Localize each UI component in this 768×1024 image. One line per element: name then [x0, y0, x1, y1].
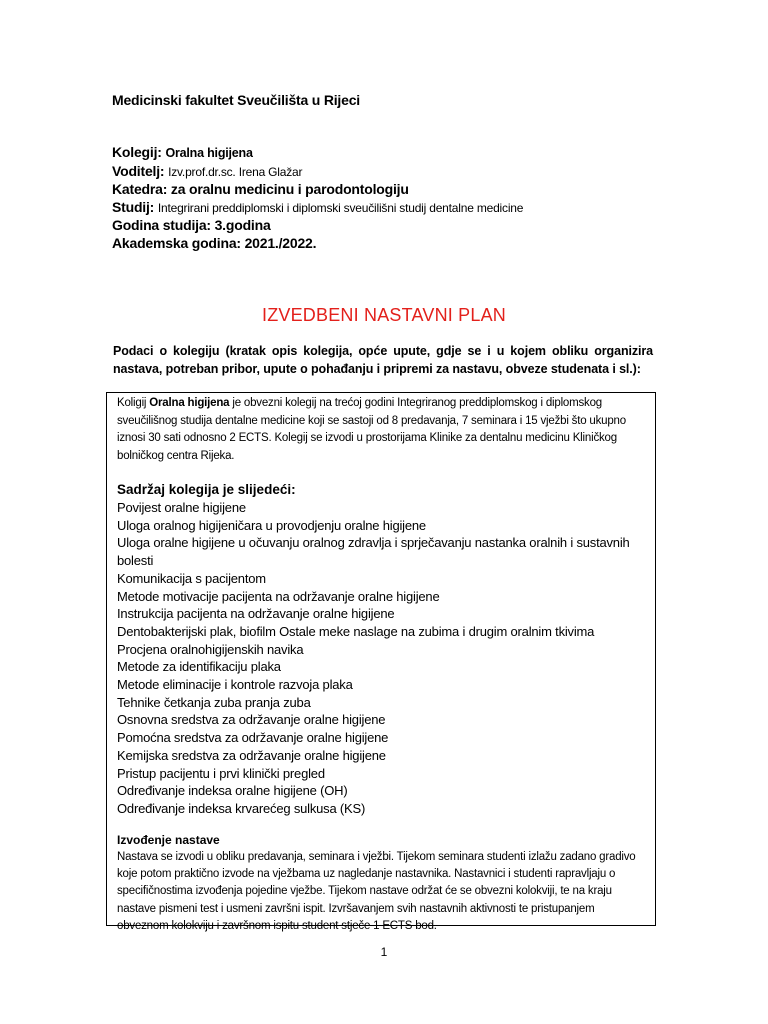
course-metadata: [112, 144, 672, 252]
meta-akademska: [112, 235, 672, 253]
list-item: Komunikacija s pacijentom: [117, 570, 266, 586]
summary-prefix: Koligij: [117, 397, 150, 409]
summary-course-name: Oralna higijena: [149, 397, 230, 409]
list-item: Povijest oralne higijene: [117, 500, 246, 515]
kolegij-value: Oralna higijena: [165, 146, 253, 160]
akademska-label: Akademska godina:: [112, 234, 241, 251]
contents-heading: Sadržaj kolegija je slijedeći:: [117, 482, 296, 497]
studij-value: Integrirani preddiplomski i diplomski sveučilišni studij dentalne medicine: [157, 200, 524, 215]
list-item: Uloga oralnog higijeničara u provodjenju oralne higijene: [117, 517, 426, 533]
studij-label: Studij:: [112, 198, 155, 215]
summary-text: je obvezni kolegij na trećoj godini Integriranog preddiplomskog i diplomskog sveučilišnog studija dentalne medicine koji se sastoji od 8 predavanja, 7 seminara i 15 vježbi što ukupno iznosi 30 sati odnosno 2 ECTS. Kolegij se izvodi u prostorijama Klinike za dentalnu medicinu Kliničkog bolničkog centra Rijeka.: [117, 397, 626, 462]
contents-list: [117, 499, 647, 818]
faculty-name: Medicinski fakultet Sveučilišta u Rijeci: [112, 92, 360, 108]
akademska-value: 2021./2022.: [244, 234, 317, 251]
course-description-box: [106, 392, 656, 932]
course-summary: [117, 395, 647, 465]
page-number: 1: [380, 945, 388, 959]
list-item: Pomoćna sredstva za održavanje oralne higijene: [117, 730, 389, 746]
list-item: Metode za identifikaciju plaka: [117, 659, 281, 675]
list-item: Dentobakterijski plak, biofilm Ostale meke naslage na zubima i drugim oralnim tkivima: [117, 623, 595, 639]
katedra-label: Katedra:: [112, 181, 168, 197]
list-item: Instrukcija pacijenta na održavanje oralne higijene: [117, 606, 395, 622]
voditelj-value: Izv.prof.dr.sc. Irena Glažar: [168, 164, 303, 179]
godina-label: Godina studija:: [112, 217, 211, 233]
list-item: Kemijska sredstva za održavanje oralne higijene: [117, 747, 386, 763]
meta-voditelj: [112, 163, 672, 182]
meta-studij: [112, 199, 672, 218]
list-item: Određivanje indeksa oralne higijene (OH): [117, 783, 348, 799]
list-item: Uloga oralne higijene u očuvanju oralnog zdravlja i sprječavanju nastanka oralnih i sustavnih bolesti: [117, 535, 630, 569]
godina-value: 3.godina: [214, 217, 271, 233]
list-item: Procjena oralnohigijenskih navika: [117, 641, 304, 657]
plan-title: IZVEDBENI NASTAVNI PLAN: [262, 305, 506, 325]
meta-kolegij: [112, 144, 672, 163]
kolegij-label: Kolegij:: [112, 144, 162, 160]
meta-godina: [112, 217, 672, 235]
list-item: Pristup pacijentu i prvi klinički pregled: [117, 765, 325, 781]
course-info-intro: Podaci o kolegiju (kratak opis kolegija, opće upute, gdje se i u kojem obliku organizira nastava, potreban pribor, upute o pohađanju i pripremi za nastavu, obveze studenata i sl.):: [113, 344, 653, 376]
list-item: Osnovna sredstva za održavanje oralne higijene: [117, 712, 386, 728]
list-item: Metode motivacije pacijenta na održavanje oralne higijene: [117, 588, 440, 604]
teaching-text: Nastava se izvodi u obliku predavanja, seminara i vježbi. Tijekom seminara studenti izlažu zadano gradivo koje potom praktično izvode na vježbama uz nagledanje nastavnika. Nastavnici i studenti rapravljaju o specifičnostima izvođenja pojedine vježbe. Tijekom nastave održat će se obvezni kolokviji, te na kraju nastave pismeni test i usmeni završni ispit. Izvršavanjem svih nastavnih aktivnosti te pristupanjem obveznom kolokviju i završnom ispitu student stječe 1 ECTS bod.: [117, 850, 636, 932]
list-item: Metode eliminacije i kontrole razvoja plaka: [117, 677, 353, 693]
list-item: Određivanje indeksa krvarećeg sulkusa (KS): [117, 800, 366, 816]
teaching-heading: Izvođenje nastave: [117, 832, 220, 847]
voditelj-label: Voditelj:: [112, 162, 165, 179]
katedra-value: za oralnu medicinu i parodontologiju: [170, 181, 409, 197]
meta-katedra: [112, 181, 672, 199]
list-item: Tehnike četkanja zuba pranja zuba: [117, 694, 311, 710]
